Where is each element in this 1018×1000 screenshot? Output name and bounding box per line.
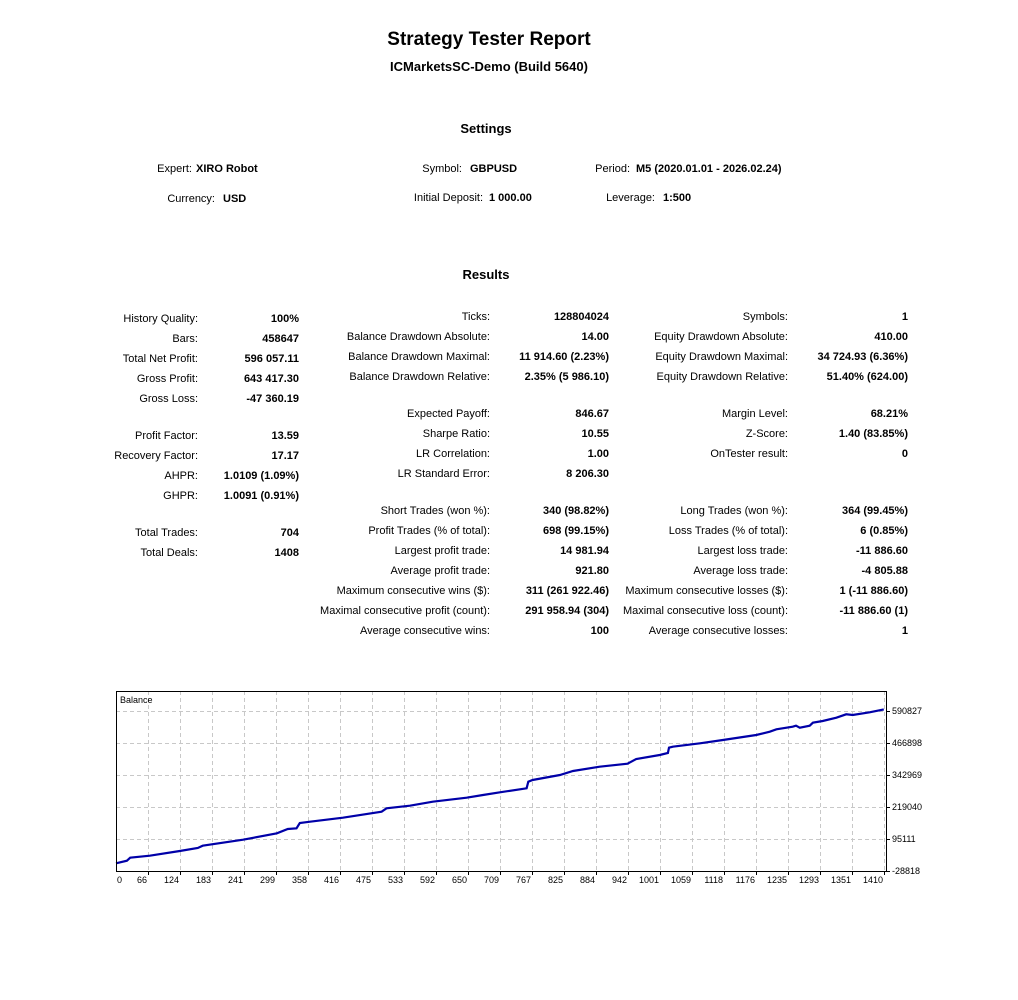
- symbol-label: Symbol:: [422, 163, 462, 175]
- stat-balance-dd-relative: [250, 367, 609, 387]
- stat-value: 17.17: [271, 450, 299, 462]
- stat-label: Sharpe Ratio:: [422, 428, 490, 440]
- y-tick-label: 590827: [892, 706, 923, 716]
- initial-deposit-value: 1 000.00: [489, 192, 532, 204]
- y-tick-label: 342969: [892, 770, 923, 780]
- x-tick-label: 1235: [766, 875, 787, 885]
- x-tick-label: 299: [259, 875, 275, 885]
- stat-ticks: [250, 307, 609, 327]
- stat-value: 128804024: [553, 311, 609, 323]
- stat-label: Profit Trades (% of total):: [368, 525, 490, 537]
- stat-equity-dd-absolute: [600, 327, 908, 347]
- x-tick-label: 1293: [798, 875, 819, 885]
- stat-z-score: [600, 424, 908, 444]
- stat-value: 51.40% (624.00): [826, 371, 908, 383]
- expert-value: XIRO Robot: [196, 163, 258, 175]
- stat-value: 14.00: [581, 331, 609, 343]
- leverage-label: Leverage:: [606, 192, 655, 204]
- stat-value: 2.35% (5 986.10): [524, 371, 609, 383]
- stat-value: 698 (99.15%): [542, 525, 609, 537]
- stat-label: Recovery Factor:: [114, 450, 198, 462]
- settings-heading: Settings: [460, 121, 512, 136]
- stat-label: Equity Drawdown Maximal:: [655, 351, 788, 363]
- stat-largest-loss-trade: [600, 541, 908, 561]
- stat-value: 0: [901, 448, 908, 460]
- stat-label: Equity Drawdown Absolute:: [654, 331, 788, 343]
- stat-value: -47 360.19: [246, 393, 299, 405]
- stat-label: Total Deals:: [140, 547, 198, 559]
- stat-label: Balance Drawdown Maximal:: [348, 351, 490, 363]
- stat-expected-payoff: [250, 404, 609, 424]
- stat-value: 10.55: [581, 428, 609, 440]
- stat-label: Maximum consecutive losses ($):: [625, 585, 788, 597]
- y-tick-label: 466898: [892, 738, 923, 748]
- stat-label: Short Trades (won %):: [380, 505, 490, 517]
- stat-label: Long Trades (won %):: [680, 505, 788, 517]
- x-tick-label: 124: [163, 875, 179, 885]
- stat-value: -11 886.60: [856, 545, 908, 557]
- stat-balance-dd-absolute: [250, 327, 609, 347]
- stat-label: Expected Payoff:: [407, 408, 490, 420]
- stat-value: 1.0091 (0.91%): [223, 490, 299, 502]
- results-heading: Results: [462, 267, 510, 282]
- chart-frame: [117, 692, 887, 872]
- y-tick-label: 219040: [892, 802, 923, 812]
- chart-legend-label: Balance: [120, 695, 153, 705]
- stat-label: Balance Drawdown Absolute:: [346, 331, 490, 343]
- stat-label: Equity Drawdown Relative:: [656, 371, 788, 383]
- stat-long-trades: [600, 501, 908, 521]
- stat-value: 13.59: [271, 430, 299, 442]
- y-tick-label: 95111: [892, 834, 916, 844]
- stat-value: 846.67: [575, 408, 609, 420]
- stat-empty-row: [600, 464, 908, 484]
- chart-grid: [116, 691, 886, 871]
- stat-value: 1408: [274, 547, 299, 559]
- stat-label: Profit Factor:: [135, 430, 198, 442]
- x-tick-label: 1351: [830, 875, 851, 885]
- x-tick-label: 66: [136, 875, 147, 885]
- x-tick-label: 241: [227, 875, 243, 885]
- stat-symbols: [600, 307, 908, 327]
- stat-lr-standard-error: [250, 464, 609, 484]
- stat-label: Largest profit trade:: [394, 545, 490, 557]
- stat-label: Maximal consecutive loss (count):: [622, 605, 788, 617]
- results-column-2: [250, 307, 609, 641]
- stat-max-consecutive-losses: [600, 581, 908, 601]
- report-title: Strategy Tester Report: [387, 29, 591, 50]
- stat-value: 458647: [262, 333, 299, 345]
- y-axis-labels: [886, 706, 922, 876]
- stat-balance-dd-maximal: [250, 347, 609, 367]
- stat-value: 704: [280, 527, 299, 539]
- stat-short-trades: [250, 501, 609, 521]
- stat-value: 1: [901, 625, 908, 637]
- x-tick-label: 1410: [862, 875, 883, 885]
- stat-equity-dd-relative: [600, 367, 908, 387]
- stat-label: Gross Profit:: [136, 373, 198, 385]
- x-axis-labels: [117, 871, 885, 885]
- stat-average-consecutive-losses: [600, 621, 908, 641]
- x-tick-label: 416: [323, 875, 339, 885]
- stat-value: 311 (261 922.46): [525, 585, 609, 597]
- stat-label: History Quality:: [123, 313, 198, 325]
- stat-value: 921.80: [575, 565, 609, 577]
- stat-label: OnTester result:: [710, 448, 788, 460]
- stat-label: Margin Level:: [721, 408, 788, 420]
- stat-value: 11 914.60 (2.23%): [519, 351, 609, 363]
- stat-label: LR Standard Error:: [397, 468, 490, 480]
- period-value: M5 (2020.01.01 - 2026.02.24): [636, 163, 782, 175]
- stat-value: 6 (0.85%): [860, 525, 908, 537]
- x-tick-label: 650: [451, 875, 467, 885]
- stat-value: 364 (99.45%): [841, 505, 908, 517]
- stat-label: Symbols:: [742, 311, 788, 323]
- stat-label: LR Correlation:: [416, 448, 490, 460]
- stat-value: 14 981.94: [560, 545, 609, 557]
- stat-ontester-result: [600, 444, 908, 464]
- stat-largest-profit-trade: [250, 541, 609, 561]
- x-tick-label: 1118: [704, 875, 723, 885]
- stat-label: Average consecutive wins:: [359, 625, 490, 637]
- period-label: Period:: [595, 163, 630, 175]
- stat-value: 1 (-11 886.60): [839, 585, 908, 597]
- x-tick-label: 884: [579, 875, 595, 885]
- stat-label: GHPR:: [163, 490, 198, 502]
- x-tick-label: 942: [611, 875, 627, 885]
- balance-chart: [100, 685, 960, 895]
- stat-profit-trades: [250, 521, 609, 541]
- stat-sharpe-ratio: [250, 424, 609, 444]
- x-tick-label: 592: [419, 875, 435, 885]
- stat-label: Loss Trades (% of total):: [668, 525, 788, 537]
- stat-value: 68.21%: [870, 408, 908, 420]
- symbol-value: GBPUSD: [470, 163, 518, 175]
- currency-value: USD: [223, 193, 247, 205]
- report-subtitle: ICMarketsSC-Demo (Build 5640): [390, 59, 588, 74]
- stat-value: 1.0109 (1.09%): [223, 470, 299, 482]
- x-tick-label: 825: [547, 875, 563, 885]
- stat-loss-trades: [600, 521, 908, 541]
- stat-value: 1.40 (83.85%): [838, 428, 908, 440]
- x-tick-label: 183: [195, 875, 211, 885]
- stat-label: Average profit trade:: [390, 565, 490, 577]
- stat-value: 596 057.11: [244, 353, 299, 365]
- stat-maximal-consecutive-loss: [600, 601, 908, 621]
- initial-deposit-label: Initial Deposit:: [413, 192, 483, 204]
- stat-value: -4 805.88: [861, 565, 908, 577]
- currency-label: Currency:: [167, 193, 215, 205]
- stat-value: 410.00: [874, 331, 908, 343]
- balance-line: [116, 709, 884, 863]
- stat-label: Total Trades:: [135, 527, 198, 539]
- x-tick-label: 475: [355, 875, 371, 885]
- x-tick-label: 767: [515, 875, 531, 885]
- stat-value: 8 206.30: [566, 468, 609, 480]
- stat-label: Maximum consecutive wins ($):: [336, 585, 490, 597]
- x-tick-label: 1176: [735, 875, 755, 885]
- stat-value: 34 724.93 (6.36%): [817, 351, 908, 363]
- results-column-3: [600, 307, 908, 641]
- x-tick-label: 1059: [670, 875, 691, 885]
- stat-lr-correlation: [250, 444, 609, 464]
- stat-label: Gross Loss:: [139, 393, 198, 405]
- stat-value: 643 417.30: [243, 373, 299, 385]
- stat-max-consecutive-wins: [250, 581, 609, 601]
- stat-average-loss-trade: [600, 561, 908, 581]
- expert-label: Expert:: [157, 163, 192, 175]
- stat-label: Largest loss trade:: [697, 545, 788, 557]
- stat-margin-level: [600, 404, 908, 424]
- x-tick-label: 709: [483, 875, 499, 885]
- stat-label: Ticks:: [461, 311, 490, 323]
- stat-label: AHPR:: [164, 470, 198, 482]
- stat-value: 100: [590, 625, 609, 637]
- leverage-value: 1:500: [663, 192, 692, 204]
- stat-average-profit-trade: [250, 561, 609, 581]
- stat-label: Total Net Profit:: [122, 353, 198, 365]
- stat-label: Bars:: [172, 333, 198, 345]
- x-tick-label: 1001: [638, 875, 659, 885]
- stat-value: -11 886.60 (1): [839, 605, 908, 617]
- stat-equity-dd-maximal: [600, 347, 908, 367]
- stat-label: Average consecutive losses:: [648, 625, 788, 637]
- x-tick-label: 533: [387, 875, 403, 885]
- stat-label: Balance Drawdown Relative:: [349, 371, 490, 383]
- x-tick-label: 0: [117, 875, 123, 885]
- stat-average-consecutive-wins: [250, 621, 609, 641]
- stat-maximal-consecutive-profit: [250, 601, 609, 621]
- stat-value: 1.00: [587, 448, 609, 460]
- y-tick-label: -28818: [892, 866, 921, 876]
- x-tick-label: 358: [291, 875, 307, 885]
- stat-value: 1: [901, 311, 908, 323]
- stat-label: Average loss trade:: [693, 565, 788, 577]
- stat-value: 340 (98.82%): [542, 505, 609, 517]
- stat-value: 291 958.94 (304): [525, 605, 609, 617]
- stat-label: Maximal consecutive profit (count):: [320, 605, 490, 617]
- stat-label: Z-Score:: [745, 428, 788, 440]
- stat-value: 100%: [270, 313, 299, 325]
